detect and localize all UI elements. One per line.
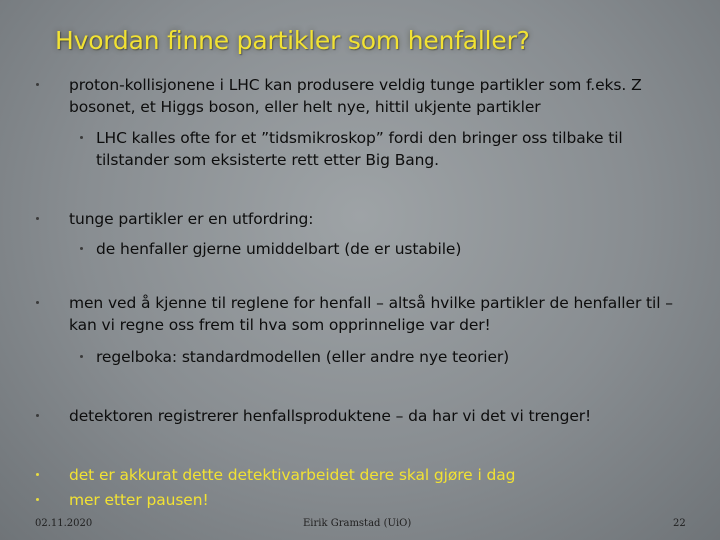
bullet-icon [36, 217, 39, 220]
footer-date: 02.11.2020 [35, 518, 93, 529]
bullet-icon [36, 301, 39, 304]
bullet-icon [36, 498, 39, 501]
bullet-text: mer etter pausen! [69, 491, 209, 509]
bullet-icon [80, 355, 83, 358]
bullet-icon [36, 414, 39, 417]
bullet-icon [80, 136, 83, 139]
bullet-text: det er akkurat dette detektivarbeidet dere skal gjøre i dag [69, 466, 516, 484]
bullet-text: tunge partikler er en utfordring: [69, 210, 314, 228]
slide-title: Hvordan finne partikler som henfaller? [55, 26, 530, 55]
footer-author: Eirik Gramstad (UiO) [303, 518, 412, 529]
footer-page-number: 22 [673, 518, 686, 529]
sub-bullet-text: LHC kalles ofte for et ”tidsmikroskop” fordi den bringer oss tilbake til tilstander som eksisterte rett etter Big Bang. [96, 129, 623, 169]
bullet-icon [80, 247, 83, 250]
sub-bullet-text: de henfaller gjerne umiddelbart (de er ustabile) [96, 240, 462, 258]
bullet-text: proton-kollisjonene i LHC kan produsere veldig tunge partikler som f.eks. Z bosonet, et Higgs boson, eller helt nye, hittil ukjente partikler [69, 76, 642, 116]
sub-bullet-text: regelboka: standardmodellen (eller andre nye teorier) [96, 348, 510, 366]
bullet-text: men ved å kjenne til reglene for henfall – altså hvilke partikler de henfaller til – kan vi regne oss frem til hva som opprinnelige var der! [69, 294, 673, 334]
bullet-text: detektoren registrerer henfallsproduktene – da har vi det vi trenger! [69, 407, 592, 425]
bullet-icon [36, 473, 39, 476]
bullet-icon [36, 83, 39, 86]
